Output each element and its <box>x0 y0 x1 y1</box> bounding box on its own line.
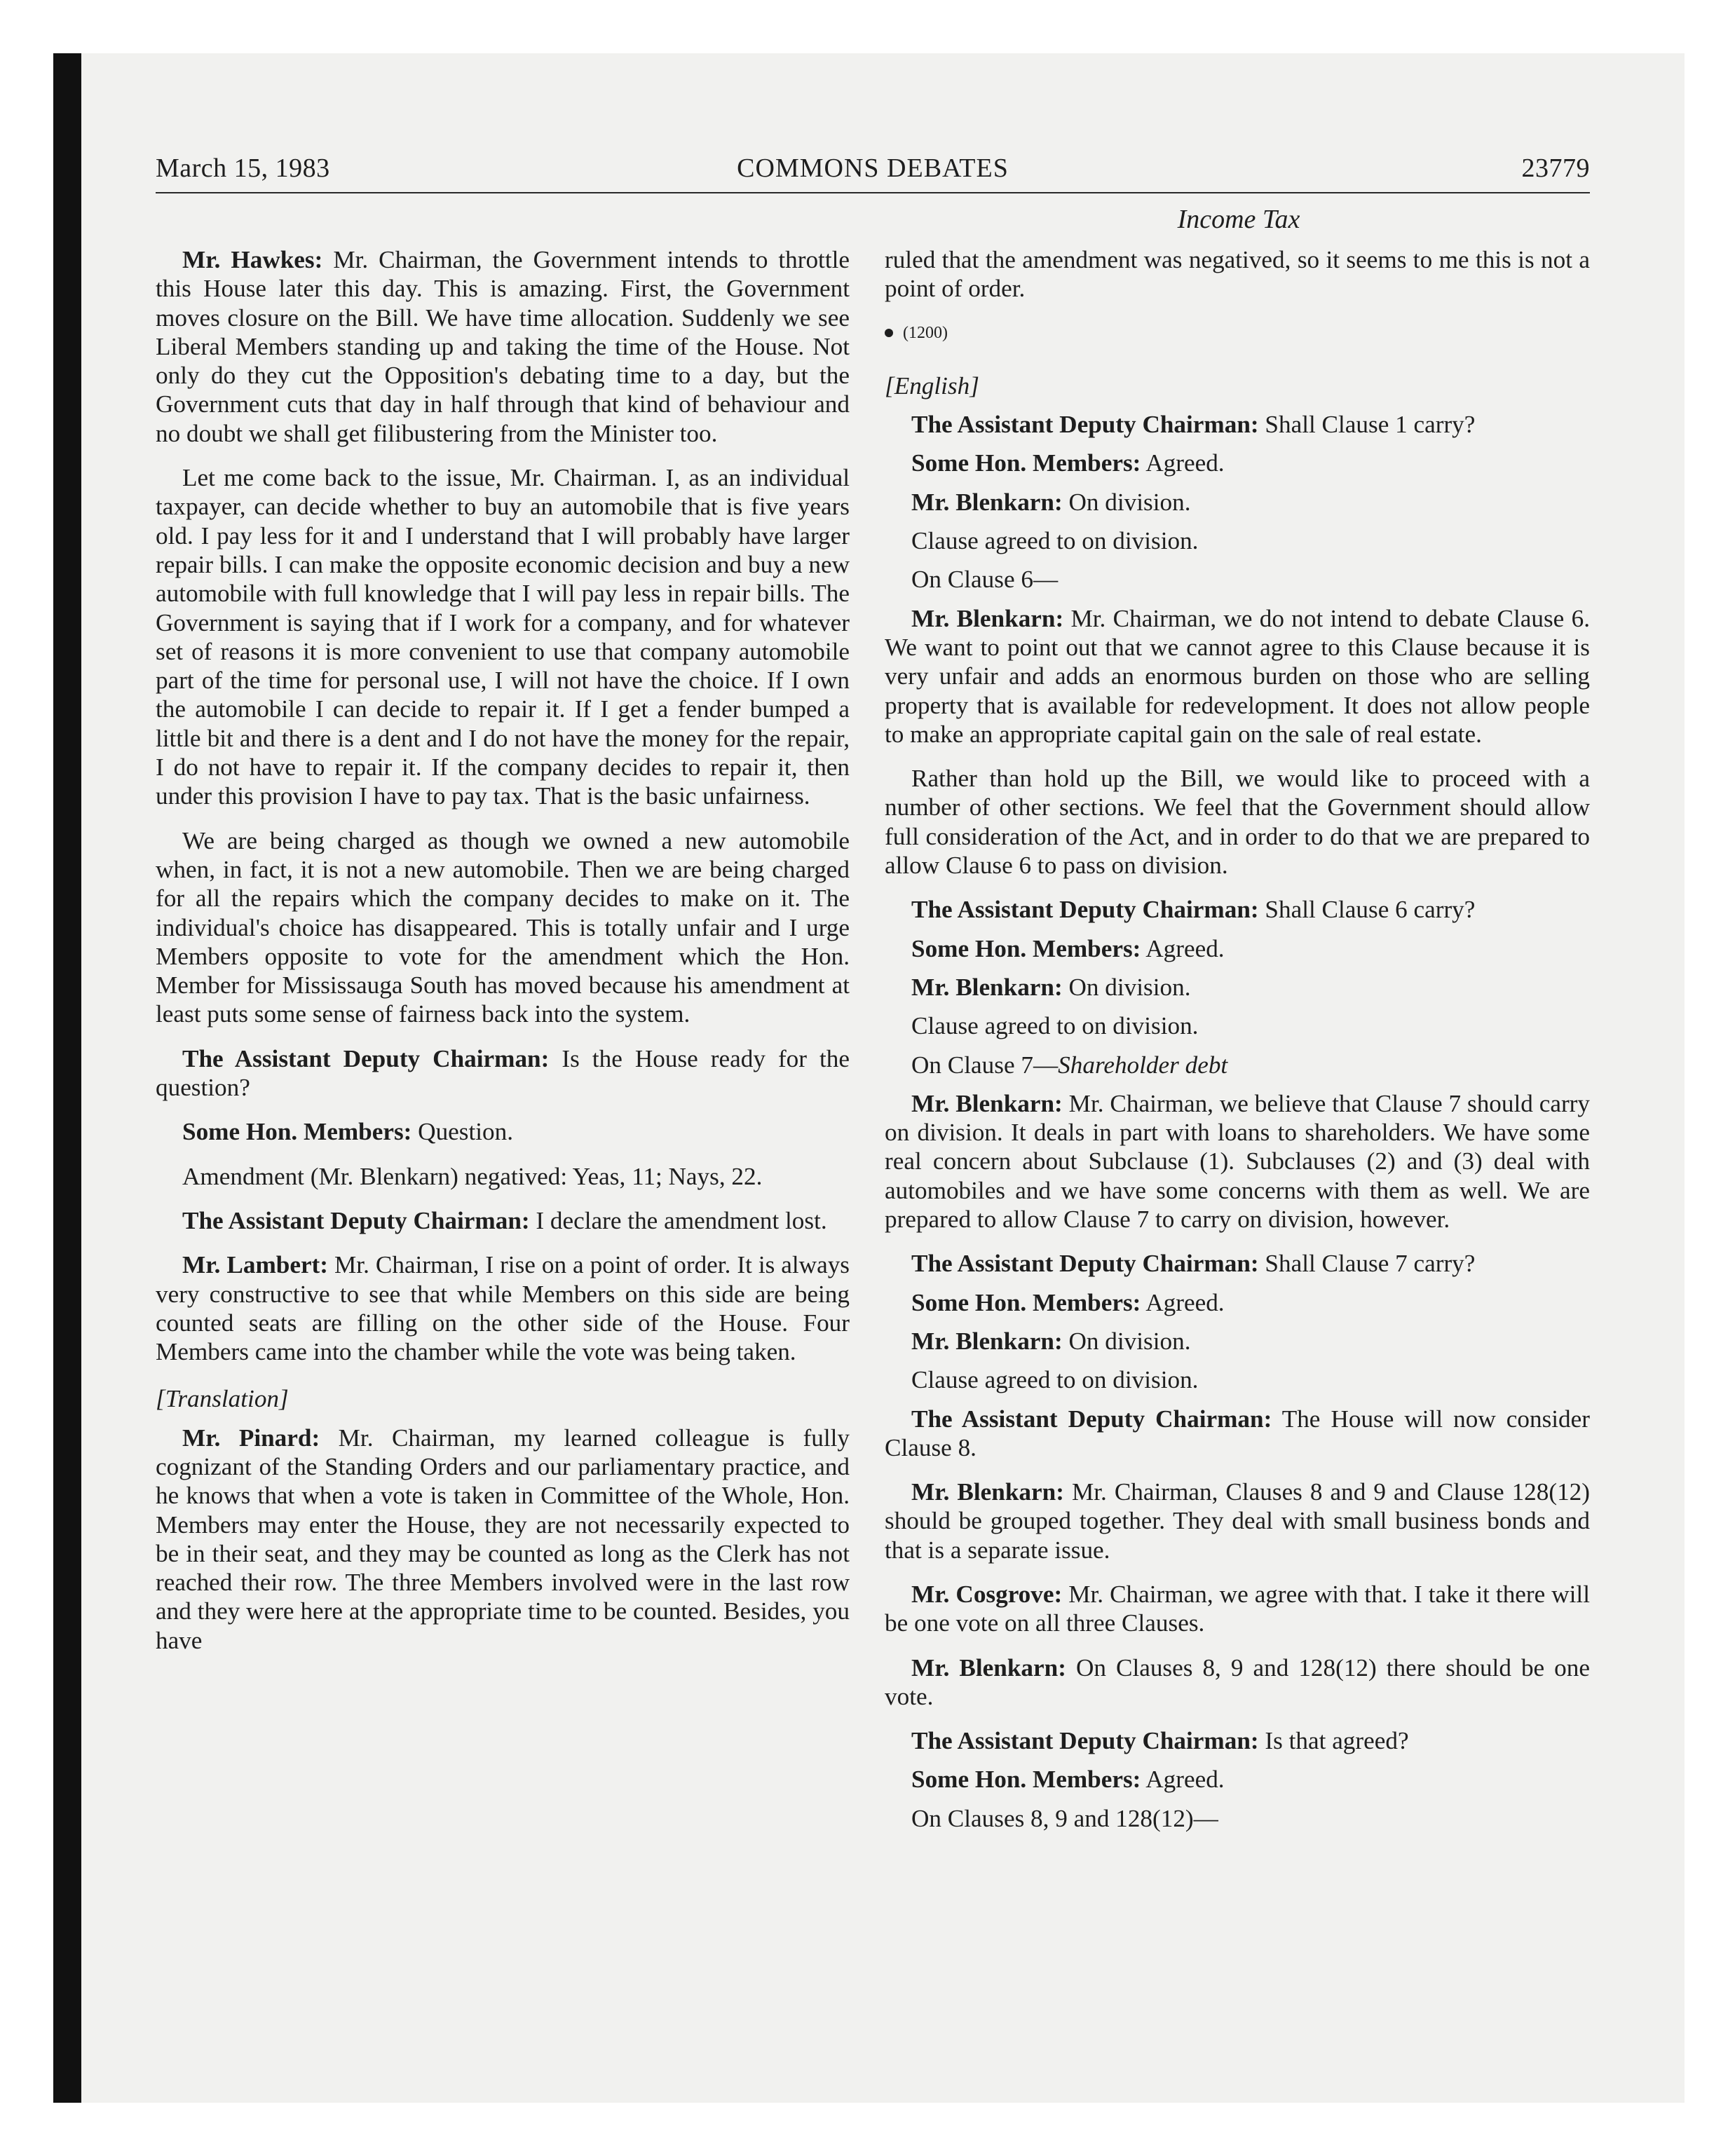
speech-text: Is the House ready for the question? <box>156 1044 850 1102</box>
translation-label: [Translation] <box>156 1385 289 1413</box>
speaker-name: The Assistant Deputy Chairman: <box>911 1405 1272 1433</box>
speech-text: Mr. Chairman, I rise on a point of order. It is always very constructive to see that while Members on this side are being counted seats are filling on the other side of the House. Four Members came into the chamber while the vote was being taken. <box>156 1251 850 1366</box>
proceeding-text: Clause agreed to on division. <box>911 1366 1199 1394</box>
speech-text: Mr. Chairman, we do not intend to debate Clause 6. We want to point out that we cannot agree to this Clause because it is very unfair and adds an enormous burden on those who are selling property that is available for redevelopment. It does not allow people to make an appropriate capital gain on the sale of real estate. <box>885 604 1590 748</box>
speaker-name: Mr. Pinard: <box>182 1424 320 1452</box>
speech-text: Agreed. <box>1145 1766 1225 1794</box>
paragraph <box>156 245 850 448</box>
speech-text: Rather than hold up the Bill, we would like to proceed with a number of other sections. We feel that the Government should allow full consideration of the Act, and in order to do that we are prepared to allow Clause 6 to pass on division. <box>885 765 1590 880</box>
speaker-name: The Assistant Deputy Chairman: <box>911 1727 1259 1755</box>
paragraph <box>885 1804 1590 1833</box>
speaker-name: The Assistant Deputy Chairman: <box>911 896 1259 924</box>
speech-text: Let me come back to the issue, Mr. Chairman. I, as an individual taxpayer, can decide whether to buy an automobile that is five years old. I pay less for it and I understand that I will probably have larger repair bills. I can make the opposite economic decision and buy a new automobile with full knowledge that I will pay less in repair bills. The Government is saying that if I work for a company, and for whatever set of reasons it is more convenient to use that company automobile part of the time for personal use, I will not have the choice. If I own the automobile I can decide to repair it. If I get a fender bumped a little bit and there is a dent and I do not have the money for the repair, I do not have to repair it. If the company decides to repair it, then under this provision I have to pay tax. That is the basic unfairness. <box>156 464 850 810</box>
speech-text: Agreed. <box>1145 1288 1225 1316</box>
speaker-name: Mr. Blenkarn: <box>911 604 1064 632</box>
paragraph <box>156 1117 850 1146</box>
time-marker <box>885 319 1590 348</box>
paragraph <box>156 1044 850 1103</box>
paragraph <box>885 764 1590 880</box>
binding-edge <box>53 53 81 2103</box>
speech-text: Question. <box>418 1118 514 1146</box>
speaker-name: The Assistant Deputy Chairman: <box>911 411 1259 439</box>
speaker-name: Mr. Lambert: <box>182 1251 328 1279</box>
paragraph <box>885 1478 1590 1564</box>
paragraph <box>885 526 1590 555</box>
speaker-name: Mr. Blenkarn: <box>911 1478 1064 1506</box>
speaker-name: The Assistant Deputy Chairman: <box>182 1044 550 1072</box>
speaker-name: Mr. Blenkarn: <box>911 1653 1066 1681</box>
clause-heading: On Clauses 8, 9 and 128(12)— <box>911 1804 1218 1832</box>
paragraph <box>156 1424 850 1655</box>
paragraph <box>156 1206 850 1235</box>
paragraph <box>156 1162 850 1191</box>
proceeding-text: Clause agreed to on division. <box>911 527 1199 555</box>
paragraph <box>885 1089 1590 1234</box>
speaker-name: Mr. Blenkarn: <box>911 488 1063 516</box>
speech-text: Mr. Chairman, we believe that Clause 7 should carry on division. It deals in part with loans to shareholders. We have some real concern about Subclause (1). Subclauses (2) and (3) deal with automobiles and we have some concerns with them as well. We are prepared to allow Clause 7 to carry on division, however. <box>885 1089 1590 1234</box>
speech-text: Shall Clause 1 carry? <box>1265 411 1476 439</box>
speaker-name: Some Hon. Members: <box>911 1288 1141 1316</box>
paragraph <box>885 604 1590 749</box>
speaker-name: Some Hon. Members: <box>911 934 1141 962</box>
paragraph <box>885 1580 1590 1638</box>
speaker-name: Mr. Blenkarn: <box>911 973 1063 1001</box>
speaker-name: Mr. Cosgrove: <box>911 1580 1063 1608</box>
paragraph <box>885 1765 1590 1794</box>
speech-text: We are being charged as though we owned a new automobile when, in fact, it is not a new automobile. Then we are being charged for all the repairs which the company decides to make on it. The individual's choice has disappeared. This is totally unfair and I urge Members opposite to vote for the amendment which the Hon. Member for Mississauga South has moved because his amendment at least puts some sense of fairness back into the system. <box>156 826 850 1028</box>
paragraph <box>885 449 1590 477</box>
paragraph <box>885 1365 1590 1394</box>
speech-text: On division. <box>1068 973 1191 1001</box>
speech-text: Agreed. <box>1145 449 1225 477</box>
paragraph <box>885 1288 1590 1317</box>
speech-text: On Clauses 8, 9 and 128(12) there should be one vote. <box>885 1653 1590 1710</box>
page-header <box>156 153 1590 193</box>
clause-heading: On Clause 7— <box>911 1051 1059 1079</box>
bullet-icon <box>885 329 893 337</box>
header-publication: COMMONS DEBATES <box>737 153 1009 183</box>
paragraph <box>885 895 1590 924</box>
english-label: [English] <box>885 371 979 400</box>
paragraph <box>156 1250 850 1366</box>
paragraph <box>885 1405 1590 1463</box>
speech-text: Shall Clause 7 carry? <box>1265 1250 1476 1278</box>
paragraph <box>885 1011 1590 1040</box>
paragraph <box>885 410 1590 439</box>
running-head: Income Tax <box>1177 205 1300 234</box>
speaker-name: The Assistant Deputy Chairman: <box>182 1206 530 1234</box>
speech-text: The House will now consider Clause 8. <box>885 1405 1590 1461</box>
speech-text: Agreed. <box>1145 934 1225 962</box>
speaker-name: Some Hon. Members: <box>911 1766 1141 1794</box>
paragraph <box>156 826 850 1029</box>
speaker-name: Some Hon. Members: <box>911 449 1141 477</box>
speech-text: Is that agreed? <box>1265 1727 1409 1755</box>
speech-text: Mr. Chairman, Clauses 8 and 9 and Clause 128(12) should be grouped together. They deal with small business bonds and that is a separate issue. <box>885 1478 1590 1564</box>
right-column <box>885 245 1590 1843</box>
paragraph <box>885 973 1590 1002</box>
speech-text: Shall Clause 6 carry? <box>1265 896 1476 924</box>
proceeding-text: Clause agreed to on division. <box>911 1012 1199 1040</box>
paragraph <box>885 565 1590 594</box>
paragraph <box>885 1726 1590 1755</box>
division-result: Amendment (Mr. Blenkarn) negatived: Yeas, 11; Nays, 22. <box>182 1162 763 1190</box>
speaker-name: Some Hon. Members: <box>182 1118 412 1146</box>
speech-text: I declare the amendment lost. <box>536 1206 827 1234</box>
paragraph <box>156 463 850 811</box>
speaker-name: Mr. Blenkarn: <box>911 1327 1063 1355</box>
left-column <box>156 245 850 1670</box>
header-page-number: 23779 <box>1521 153 1590 183</box>
speech-text: Mr. Chairman, we agree with that. I take it there will be one vote on all three Clauses. <box>885 1580 1590 1637</box>
speaker-name: Mr. Hawkes: <box>182 246 323 273</box>
speech-text: On division. <box>1068 488 1191 516</box>
speech-text: On division. <box>1068 1327 1191 1355</box>
paragraph <box>885 934 1590 963</box>
clause-heading: On Clause 6— <box>911 566 1059 594</box>
paragraph <box>885 1327 1590 1356</box>
speaker-name: Mr. Blenkarn: <box>911 1089 1063 1117</box>
header-date: March 15, 1983 <box>156 153 330 183</box>
paragraph <box>885 488 1590 517</box>
speaker-name: The Assistant Deputy Chairman: <box>911 1250 1259 1278</box>
speech-text: Mr. Chairman, my learned colleague is fully cognizant of the Standing Orders and our parliamentary practice, and he knows that when a vote is taken in Committee of the Whole, Hon. Members may enter the House, they are not necessarily expected to be in their seat, and they may be counted as long as the Clerk has not reached their row. The three Members involved were in the last row and they were here at the appropriate time to be counted. Besides, you have <box>156 1424 850 1654</box>
paragraph <box>885 1653 1590 1712</box>
paragraph <box>885 1249 1590 1278</box>
paragraph <box>885 1051 1590 1079</box>
speech-text: Mr. Chairman, the Government intends to throttle this House later this day. This is amazing. First, the Government moves closure on the Bill. We have time allocation. Suddenly we see Liberal Members standing up and taking the time of the House. Not only do they cut the Opposition's debating time to a day, but the Government cuts that day in half through that kind of behaviour and no doubt we shall get filibustering from the Minister too. <box>156 246 850 447</box>
time-marker-text: (1200) <box>903 323 948 342</box>
clause-subject: Shareholder debt <box>1058 1051 1228 1079</box>
paragraph-continuation: ruled that the amendment was negatived, so it seems to me this is not a point of order. <box>885 246 1590 303</box>
